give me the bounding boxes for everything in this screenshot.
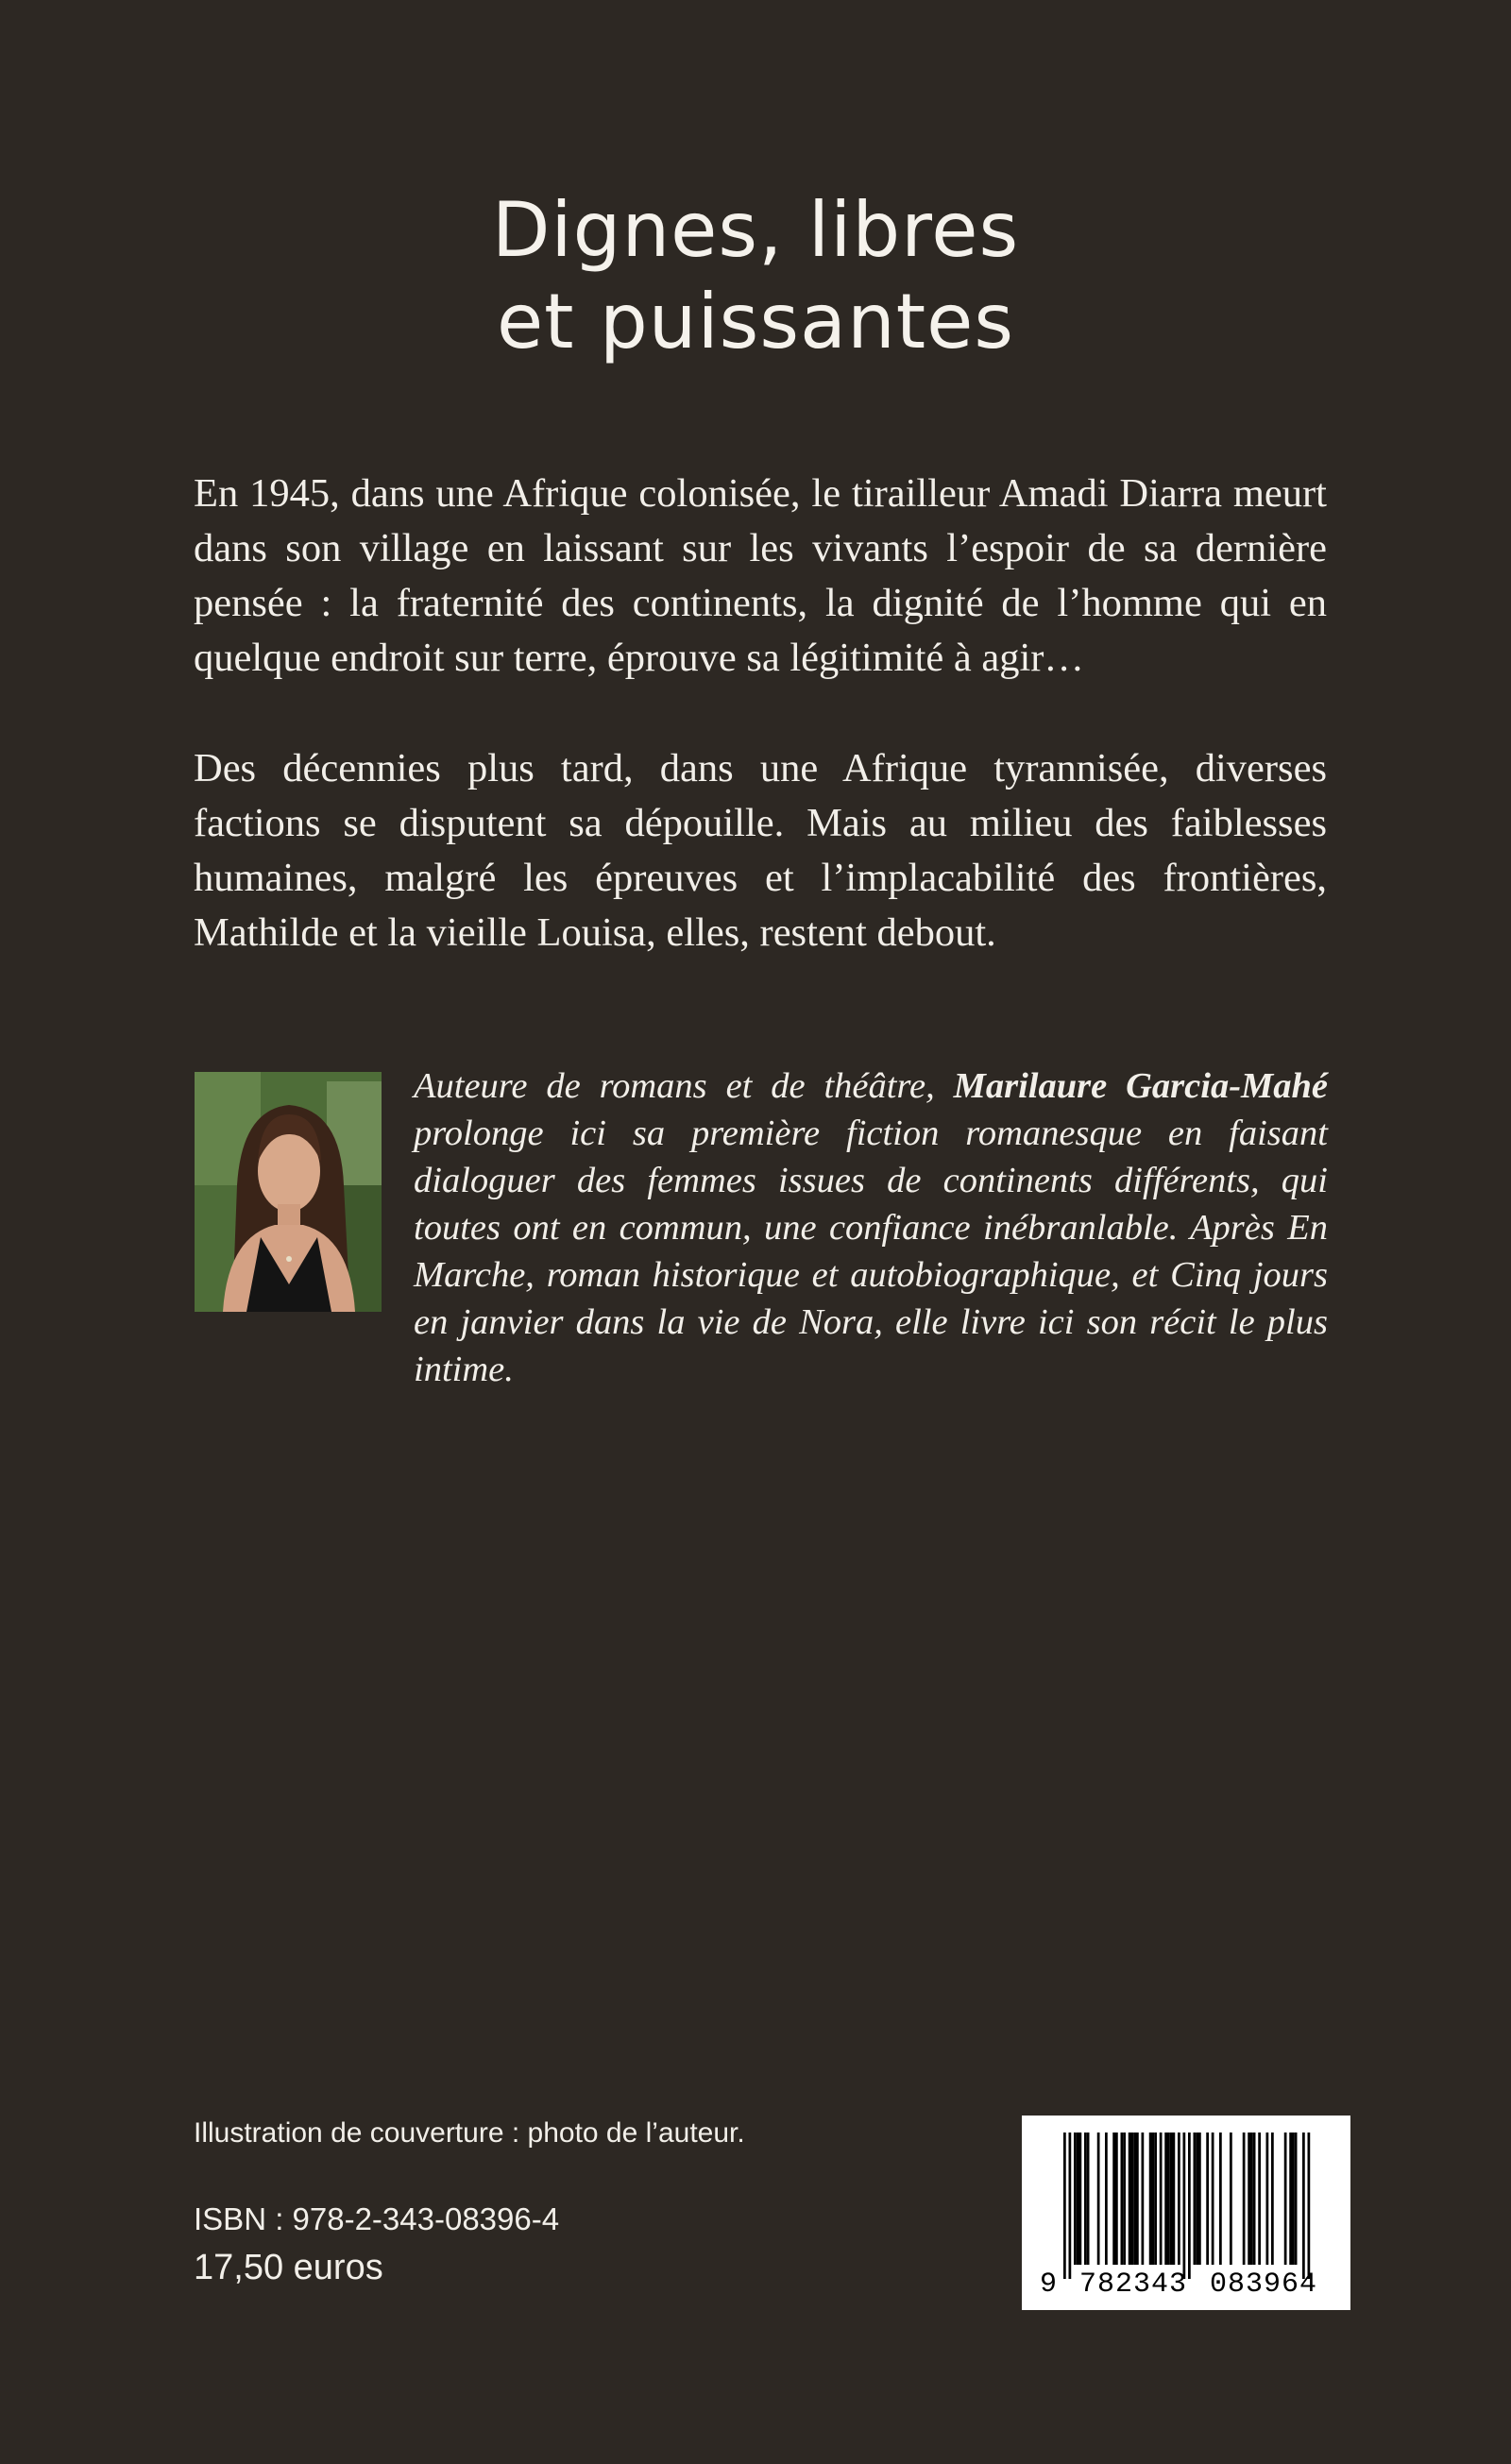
barcode-bar: [1152, 2133, 1155, 2265]
author-name: Marilaure Garcia-Mahé: [953, 1066, 1329, 1106]
barcode-bar: [1173, 2133, 1176, 2265]
barcode-bar: [1206, 2133, 1209, 2265]
barcode-bar: [1219, 2133, 1222, 2265]
barcode-bar: [1243, 2133, 1246, 2265]
barcode-bar: [1160, 2133, 1163, 2265]
barcode-bar: [1295, 2133, 1298, 2265]
barcode-bar: [1164, 2133, 1167, 2265]
price: 17,50 euros: [194, 2248, 383, 2287]
bio-intro: Auteure de romans et de théâtre,: [414, 1066, 935, 1106]
title-line-1: Dignes, libres: [491, 186, 1020, 274]
barcode-bar: [1170, 2133, 1173, 2265]
barcode-bar: [1149, 2133, 1152, 2265]
bio-text: prolonge ici sa première fiction romanesque en faisant dialoguer des femmes issues de continents différents, qui toutes ont en commun, une confiance inébranlable. Après En Marche, roman historique et autobiographique, et Cinq jours en janvier dans la vie de Nora, elle livre ici son récit le plus intime.: [414, 1113, 1328, 1389]
ean13-barcode: [1022, 2116, 1350, 2310]
barcode-bar: [1112, 2133, 1115, 2265]
barcode-bar: [1302, 2133, 1305, 2279]
barcode-bar: [1123, 2133, 1126, 2265]
barcode-bar: [1084, 2133, 1087, 2265]
barcode-group-1: 782343: [1078, 2269, 1188, 2301]
barcode-bar: [1230, 2133, 1232, 2265]
barcode-bar: [1284, 2133, 1287, 2265]
barcode-bar: [1105, 2133, 1108, 2265]
barcode-bar: [1271, 2133, 1274, 2265]
author-photo: [195, 1072, 382, 1312]
barcode-bar: [1115, 2133, 1118, 2265]
barcode-bar: [1183, 2133, 1186, 2279]
barcode-bar: [1266, 2133, 1269, 2265]
barcode-bar: [1196, 2133, 1198, 2265]
barcode: [1022, 2116, 1350, 2310]
barcode-bar: [1131, 2133, 1134, 2265]
barcode-bar: [1292, 2133, 1295, 2265]
barcode-bar: [1308, 2133, 1311, 2279]
illustration-credit: Illustration de couverture : photo de l’auteur.: [194, 2117, 745, 2149]
barcode-bar: [1289, 2133, 1292, 2265]
barcode-bar: [1178, 2133, 1180, 2265]
barcode-bar: [1154, 2133, 1157, 2265]
barcode-bar: [1167, 2133, 1170, 2265]
synopsis-paragraph-1: En 1945, dans une Afrique colonisée, le tirailleur Amadi Diarra meurt dans son village en laissant sur les vivants l’espoir de sa dernière pensée : la fraternité des continents, la dignité de l’homme qui en quelque endroit sur terre, éprouve sa légitimité à agir…: [194, 471, 1327, 680]
barcode-bar: [1136, 2133, 1139, 2265]
barcode-bar: [1097, 2133, 1100, 2265]
barcode-bar: [1077, 2133, 1079, 2265]
barcode-bar: [1250, 2133, 1253, 2265]
barcode-first-digit: 9: [1039, 2269, 1058, 2301]
book-title: [0, 184, 1511, 367]
barcode-bar: [1253, 2133, 1256, 2265]
barcode-bar: [1198, 2133, 1201, 2265]
barcode-bar: [1142, 2133, 1145, 2265]
barcode-bar: [1133, 2133, 1136, 2265]
barcode-bar: [1079, 2133, 1082, 2265]
barcode-group-2: 083964: [1209, 2269, 1318, 2301]
barcode-bar: [1194, 2133, 1197, 2265]
barcode-bar: [1069, 2133, 1072, 2279]
barcode-bar: [1212, 2133, 1214, 2265]
isbn: ISBN : 978-2-343-08396-4: [194, 2201, 560, 2236]
title-line-2: et puissantes: [496, 278, 1015, 365]
author-bio: [414, 1062, 1328, 1393]
synopsis-paragraph-2: Des décennies plus tard, dans une Afrique tyrannisée, diverses factions se disputent sa dépouille. Mais au milieu des faiblesses humaines, malgré les épreuves et l’implacabilité des frontières, Mathilde et la vieille Louisa, elles, restent debout.: [194, 746, 1327, 955]
barcode-bar: [1121, 2133, 1124, 2265]
barcode-bar: [1188, 2133, 1191, 2279]
barcode-bar: [1248, 2133, 1250, 2265]
barcode-bar: [1129, 2133, 1131, 2265]
barcode-bar: [1087, 2133, 1090, 2265]
barcode-bar: [1063, 2133, 1066, 2279]
barcode-bar: [1258, 2133, 1261, 2265]
author-portrait-image: [195, 1072, 382, 1312]
barcode-bar: [1074, 2133, 1077, 2265]
